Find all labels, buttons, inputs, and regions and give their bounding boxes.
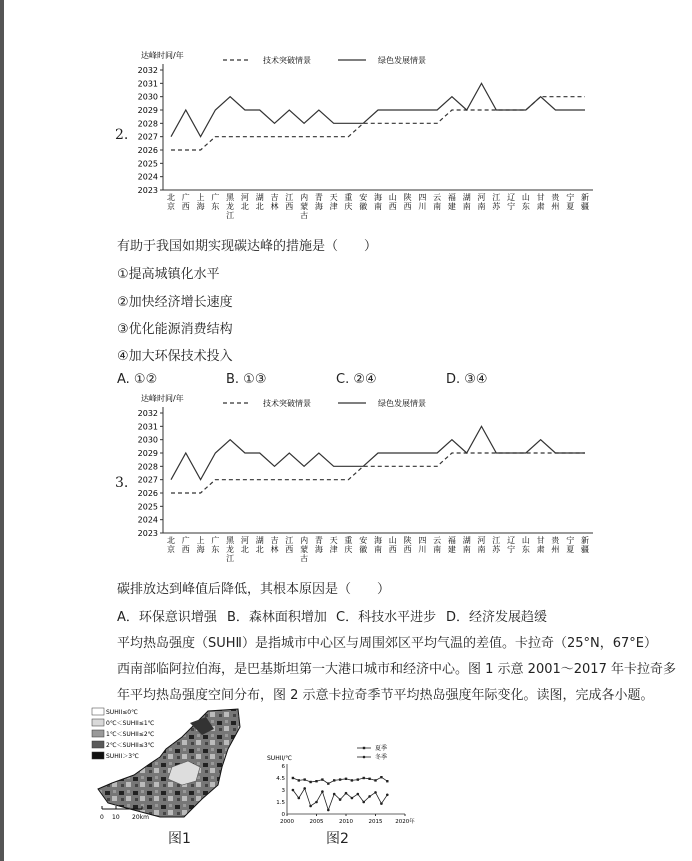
x-tick-label: 2000 xyxy=(280,819,294,825)
y-tick-label: 2027 xyxy=(137,132,158,142)
summer-point xyxy=(368,778,370,780)
winter-point xyxy=(321,790,324,793)
y-tick-label: 6 xyxy=(281,764,285,770)
q2-option-b: B. ①③ xyxy=(226,372,267,387)
winter-point xyxy=(368,795,371,798)
x-tick-label: 甘肃 xyxy=(536,193,545,211)
x-tick-label: 内蒙古 xyxy=(300,193,309,220)
legend-swatch-0 xyxy=(92,708,104,715)
legend-label-0: 夏季 xyxy=(375,745,388,752)
legend-label-0: 技术突破情景 xyxy=(263,399,311,408)
y-tick-label: 2029 xyxy=(137,449,158,458)
x-tick-label: 山东 xyxy=(521,536,530,554)
x-tick-label: 云南 xyxy=(433,536,442,554)
summer-point xyxy=(351,779,353,781)
carbon-peak-chart-1 xyxy=(128,50,608,225)
q2-item-2: ②加快经济增长速度 xyxy=(117,295,233,310)
x-tick-label: 河南 xyxy=(477,536,486,554)
q3-option-d: D．经济发展趋缓 xyxy=(446,610,548,625)
x-tick-label: 海南 xyxy=(374,193,382,211)
winter-point xyxy=(386,794,389,797)
x-tick-label: 天津 xyxy=(329,193,338,211)
y-axis-label: 达峰时间/年 xyxy=(141,394,184,403)
x-tick-label: 陕西 xyxy=(403,536,412,554)
x-tick-label: 重庆 xyxy=(344,536,353,554)
summer-point xyxy=(333,779,335,781)
y-tick-label: 2024 xyxy=(137,172,158,182)
x-tick-label: 2015 xyxy=(368,819,383,825)
legend-label-1: 冬季 xyxy=(375,754,388,761)
summer-point xyxy=(321,778,323,780)
x-tick-label: 贵州 xyxy=(551,193,560,211)
winter-point xyxy=(315,801,318,804)
figure-1-map xyxy=(90,705,270,825)
y-tick-label: 3 xyxy=(281,788,285,794)
x-tick-label: 广东 xyxy=(211,193,220,211)
y-tick-label: 1.5 xyxy=(276,800,285,806)
scale-label-0: 0 xyxy=(100,814,104,821)
x-tick-label: 2005 xyxy=(309,819,324,825)
summer-point xyxy=(309,781,311,783)
legend-swatch-1 xyxy=(92,719,104,726)
winter-point xyxy=(309,805,312,808)
winter-point xyxy=(374,791,377,794)
x-tick-label: 北京 xyxy=(167,536,175,554)
summer-point xyxy=(380,776,382,778)
map-scale-bar xyxy=(100,806,149,821)
q2-option-a: A. ①② xyxy=(117,372,158,387)
winter-point xyxy=(298,797,301,800)
legend-label-2: 1℃＜SUHII≤2℃ xyxy=(106,731,155,738)
winter-point xyxy=(362,801,365,804)
legend-swatch-4 xyxy=(92,752,104,759)
scale-label-10: 10 xyxy=(112,814,120,821)
y-axis-label: 达峰时间/年 xyxy=(141,51,184,60)
winter-point xyxy=(303,787,306,790)
x-tick-label: 福建 xyxy=(447,193,456,211)
x-tick-label: 陕西 xyxy=(403,193,412,211)
legend-label-0: SUHII≤0℃ xyxy=(106,709,138,716)
y-tick-label: 2023 xyxy=(137,186,158,195)
q2-item-4: ④加大环保技术投入 xyxy=(117,349,233,364)
legend-marker-dot xyxy=(363,756,366,759)
x-tick-label: 海南 xyxy=(374,536,382,554)
legend-marker-square xyxy=(363,747,365,749)
winter-point xyxy=(351,797,354,800)
y-tick-label: 2031 xyxy=(137,422,158,432)
x-tick-label: 安徽 xyxy=(359,536,368,554)
y-tick-label: 2027 xyxy=(137,475,158,485)
y-tick-label: 2025 xyxy=(137,159,158,169)
x-tick-label: 四川 xyxy=(418,536,427,554)
y-tick-label: 4.5 xyxy=(276,776,285,782)
x-tick-label: 江苏 xyxy=(492,193,501,211)
summer-point xyxy=(363,777,365,779)
y-tick-label: 2030 xyxy=(137,92,158,102)
y-tick-label: 2032 xyxy=(137,66,158,75)
legend-label-0: 技术突破情景 xyxy=(263,56,311,65)
x-tick-label: 湖南 xyxy=(462,193,471,211)
summer-point xyxy=(315,780,317,782)
x-tick-label: 湖南 xyxy=(462,536,471,554)
winter-point xyxy=(357,793,360,796)
x-tick-label: 福建 xyxy=(447,536,456,554)
x-tick-label: 四川 xyxy=(418,193,427,211)
series-line-green-development xyxy=(171,426,585,479)
y-tick-label: 2028 xyxy=(137,462,158,472)
y-tick-label: 2023 xyxy=(137,529,158,538)
x-tick-label: 吉林 xyxy=(270,536,279,554)
x-tick-label: 广西 xyxy=(181,193,190,211)
summer-point xyxy=(339,778,341,780)
x-tick-label: 黑龙江 xyxy=(226,193,235,220)
y-tick-label: 2024 xyxy=(137,515,158,525)
scale-label-20km: 20km xyxy=(132,814,149,821)
winter-point xyxy=(380,802,383,805)
y-tick-label: 2029 xyxy=(137,106,158,115)
x-tick-label: 云南 xyxy=(433,193,442,211)
x-tick-label: 山东 xyxy=(521,193,530,211)
question-number-2: 2. xyxy=(115,127,129,143)
x-tick-label: 吉林 xyxy=(270,193,279,211)
q2-stem: 有助于我国如期实现碳达峰的措施是（ ） xyxy=(117,239,378,254)
summer-point xyxy=(292,777,294,779)
figure-2-caption: 图2 xyxy=(326,831,349,847)
series-line-tech-breakthrough xyxy=(171,97,585,150)
x-tick-label: 河南 xyxy=(477,193,486,211)
y-tick-label: 2032 xyxy=(137,409,158,418)
x-tick-label: 上海 xyxy=(196,193,205,211)
legend-label-1: 绿色发展情景 xyxy=(378,56,426,65)
x-tick-label: 黑龙江 xyxy=(226,536,235,563)
q3-stem: 碳排放达到峰值后降低，其根本原因是（ ） xyxy=(117,582,391,597)
x-tick-label: 内蒙古 xyxy=(300,536,309,563)
winter-point xyxy=(327,809,330,812)
x-tick-label: 河北 xyxy=(240,536,249,554)
x-tick-label: 江西 xyxy=(285,536,294,554)
x-tick-label: 广东 xyxy=(211,536,220,554)
y-tick-label: 2026 xyxy=(137,146,158,155)
x-tick-label: 宁夏 xyxy=(566,536,575,554)
passage-line-2: 西南部临阿拉伯海，是巴基斯坦第一大港口城市和经济中心。图 1 示意 2001～2017 年卡拉奇多 xyxy=(117,662,676,677)
legend-swatch-3 xyxy=(92,741,104,748)
x-tick-label: 辽宁 xyxy=(507,193,516,211)
summer-point xyxy=(374,779,376,781)
x-tick-label: 山西 xyxy=(388,193,397,211)
x-tick-label: 湖北 xyxy=(255,536,264,554)
y-axis-label: SUHII/℃ xyxy=(267,755,293,762)
winter-point xyxy=(339,798,342,801)
x-tick-label: 青海 xyxy=(314,193,323,211)
x-tick-label: 上海 xyxy=(196,536,205,554)
q2-item-1: ①提高城镇化水平 xyxy=(117,267,220,282)
y-tick-label: 0 xyxy=(281,812,285,818)
x-tick-label: 2020年 xyxy=(395,819,415,825)
x-tick-label: 湖北 xyxy=(255,193,264,211)
x-tick-label: 北京 xyxy=(167,193,175,211)
summer-point xyxy=(345,778,347,780)
x-tick-label: 江苏 xyxy=(492,536,501,554)
x-tick-label: 青海 xyxy=(314,536,323,554)
y-tick-label: 2031 xyxy=(137,79,158,89)
x-tick-label: 河北 xyxy=(240,193,249,211)
x-tick-label: 广西 xyxy=(181,536,190,554)
x-tick-label: 新疆 xyxy=(581,193,589,211)
y-tick-label: 2025 xyxy=(137,502,158,512)
x-tick-label: 重庆 xyxy=(344,193,353,211)
passage-line-1: 平均热岛强度（SUHⅡ）是指城市中心区与周围郊区平均气温的差值。卡拉奇（25°N，67°E） xyxy=(117,636,657,651)
map-legend xyxy=(92,708,155,760)
x-tick-label: 2010 xyxy=(339,819,353,825)
figure-1-caption: 图1 xyxy=(168,831,191,847)
q2-option-d: D. ③④ xyxy=(446,372,488,387)
x-tick-label: 江西 xyxy=(285,193,294,211)
q3-option-c: C．科技水平进步 xyxy=(336,610,437,625)
q2-option-c: C. ②④ xyxy=(336,372,377,387)
left-border xyxy=(0,0,4,861)
series-line-tech-breakthrough xyxy=(171,453,585,493)
x-tick-label: 安徽 xyxy=(359,193,368,211)
x-tick-label: 甘肃 xyxy=(536,536,545,554)
summer-point xyxy=(357,778,359,780)
q2-item-3: ③优化能源消费结构 xyxy=(117,322,233,337)
x-tick-label: 新疆 xyxy=(581,536,589,554)
y-tick-label: 2026 xyxy=(137,489,158,498)
passage-line-3: 年平均热岛强度空间分布，图 2 示意卡拉奇季节平均热岛强度年际变化。读图，完成各小题。 xyxy=(117,688,654,703)
x-tick-label: 天津 xyxy=(329,536,338,554)
legend-label-3: 2℃＜SUHII≤3℃ xyxy=(106,742,155,749)
x-tick-label: 宁夏 xyxy=(566,193,575,211)
series-line-green-development xyxy=(171,83,585,136)
winter-point xyxy=(345,792,348,795)
x-tick-label: 辽宁 xyxy=(507,536,516,554)
y-tick-label: 2028 xyxy=(137,119,158,129)
x-tick-label: 山西 xyxy=(388,536,397,554)
carbon-peak-chart-2 xyxy=(128,393,608,568)
q3-option-b: B．森林面积增加 xyxy=(227,610,327,625)
legend-label-1: 绿色发展情景 xyxy=(378,399,426,408)
summer-point xyxy=(386,780,388,782)
legend-label-1: 0℃＜SUHII≤1℃ xyxy=(106,720,155,727)
figure-2-suhii-chart xyxy=(265,740,415,830)
question-number-3: 3. xyxy=(115,475,129,491)
x-tick-label: 贵州 xyxy=(551,536,560,554)
winter-point xyxy=(292,789,295,792)
y-tick-label: 2030 xyxy=(137,435,158,445)
legend-label-4: SUHII＞3℃ xyxy=(106,753,139,760)
summer-point xyxy=(304,778,306,780)
q3-option-a: A．环保意识增强 xyxy=(117,610,217,625)
summer-point xyxy=(298,779,300,781)
winter-point xyxy=(333,793,336,796)
legend-swatch-2 xyxy=(92,730,104,737)
summer-point xyxy=(327,782,329,784)
